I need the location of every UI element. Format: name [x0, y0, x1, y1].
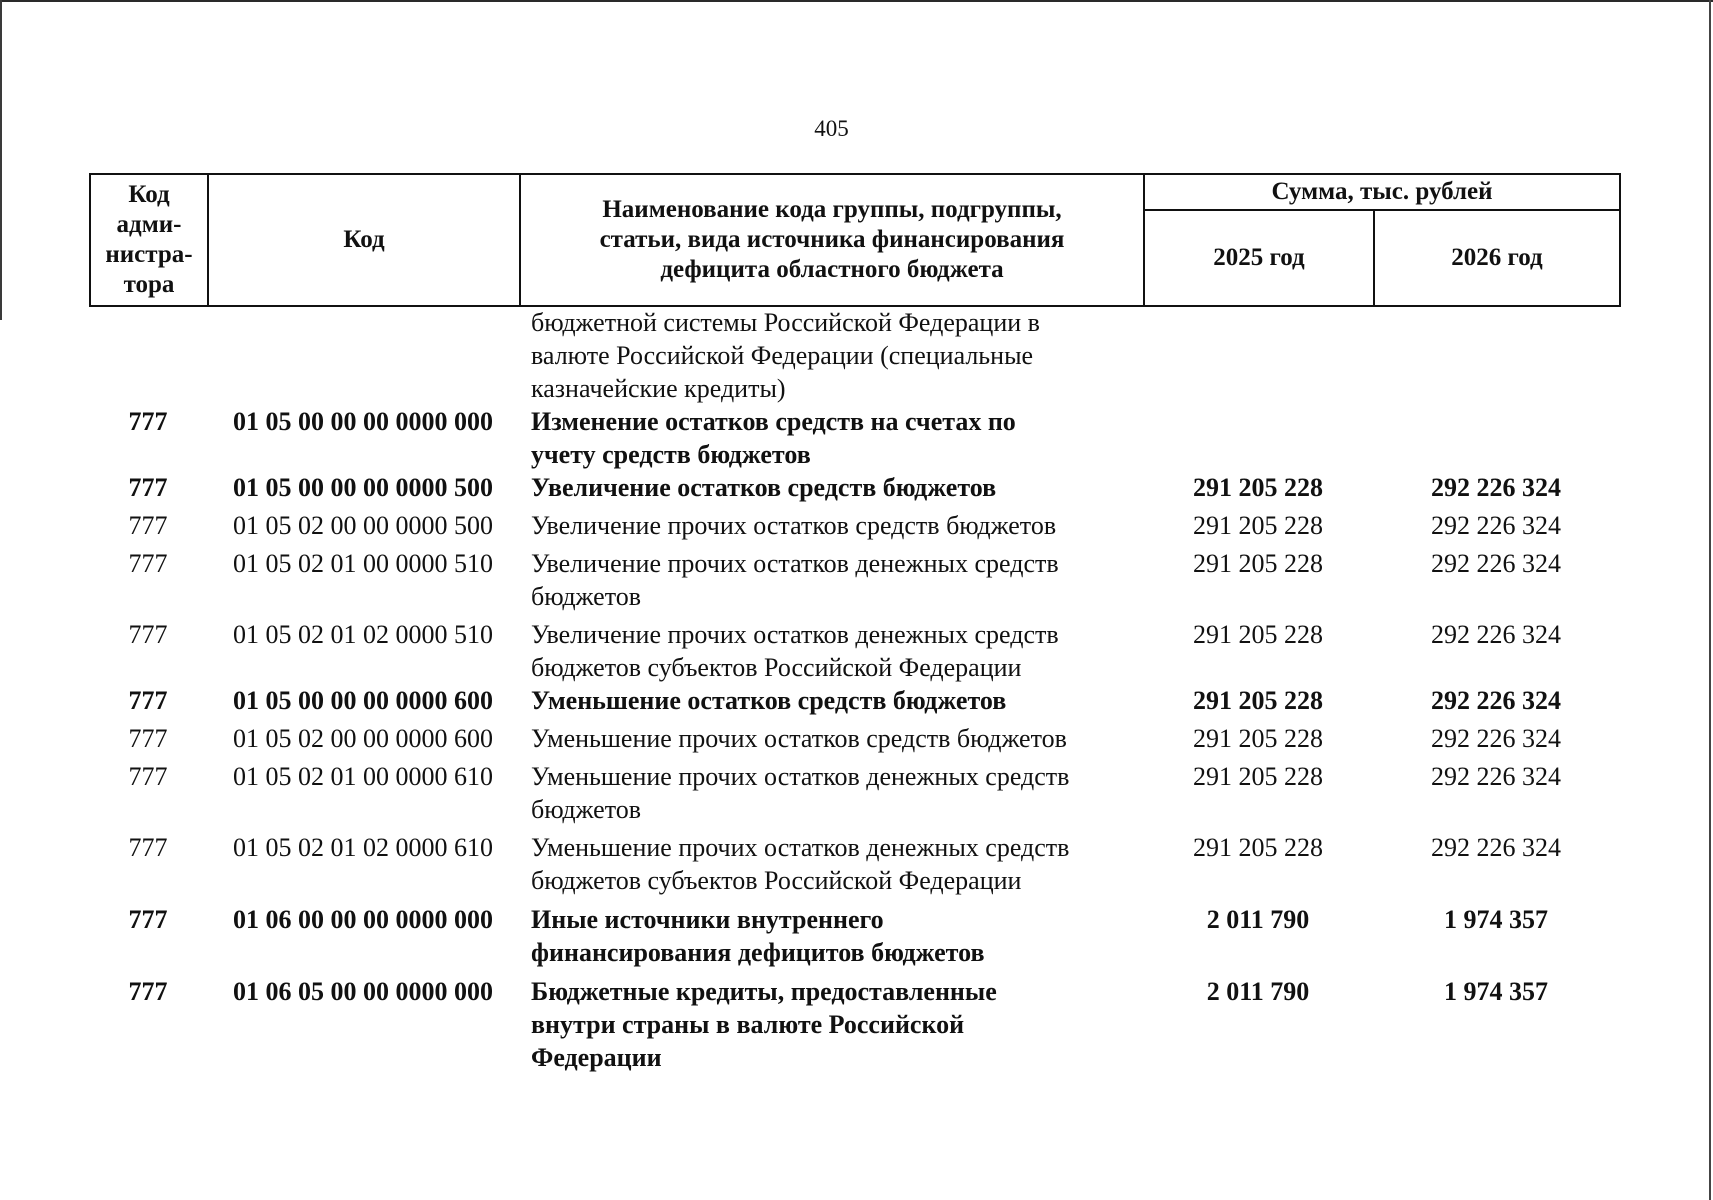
cell-code: 01 05 02 01 00 0000 510: [233, 549, 493, 578]
table-row: [89, 618, 1619, 684]
cell-name: Уменьшение прочих остатков денежных средств бюджетов субъектов Российской Федерации: [531, 833, 1070, 895]
cell-2025: 2 011 790: [1206, 905, 1310, 934]
cell-admin-code: 777: [128, 905, 168, 934]
scan-edge-top: [0, 0, 1713, 2]
table-row: [89, 903, 1619, 969]
cell-2026: 292 226 324: [1431, 833, 1561, 862]
cell-admin-code: 777: [128, 724, 168, 753]
cell-code: 01 05 00 00 00 0000 600: [233, 686, 493, 715]
table-row: [89, 684, 1619, 717]
cell-2025: 291 205 228: [1193, 620, 1323, 649]
table-row: [89, 831, 1619, 897]
continuation-line: валюте Российской Федерации (специальные: [531, 341, 1034, 370]
cell-2026: 1 974 357: [1444, 977, 1548, 1006]
scan-edge-right: [1709, 0, 1711, 1200]
cell-code: 01 06 00 00 00 0000 000: [233, 905, 493, 934]
cell-2026: [1373, 405, 1619, 471]
cell-name: Бюджетные кредиты, предоставленные внутри страны в валюте Российской Федерации: [531, 977, 997, 1072]
cell-2025: 291 205 228: [1193, 762, 1323, 791]
table-row-continuation: [89, 306, 1619, 405]
cell-name: Увеличение остатков средств бюджетов: [531, 473, 997, 502]
scan-edge-left: [0, 0, 2, 320]
cell-2026: 292 226 324: [1431, 549, 1561, 578]
cell-2026: 1 974 357: [1444, 905, 1548, 934]
cell-name: Увеличение прочих остатков денежных средств бюджетов субъектов Российской Федерации: [531, 620, 1059, 682]
header-name: Наименование кода группы, подгруппы, статьи, вида источника финансирования дефицита областного бюджета: [520, 174, 1144, 306]
cell-admin-code: 777: [128, 407, 168, 436]
cell-admin-code: 777: [128, 833, 168, 862]
cell-2025: 291 205 228: [1193, 833, 1323, 862]
cell-admin-code: 777: [128, 549, 168, 578]
cell-name: Увеличение прочих остатков денежных средств бюджетов: [531, 549, 1059, 611]
cell-code: 01 05 02 00 00 0000 600: [233, 724, 493, 753]
cell-code: 01 05 02 01 00 0000 610: [233, 762, 493, 791]
cell-name: Изменение остатков средств на счетах по учету средств бюджетов: [531, 407, 1016, 469]
cell-2025: 291 205 228: [1193, 473, 1323, 502]
table-body: [89, 306, 1619, 1074]
cell-2025: 291 205 228: [1193, 686, 1323, 715]
table-row: [89, 722, 1619, 755]
header-sum: Сумма, тыс. рублей: [1144, 174, 1620, 210]
cell-name: Уменьшение прочих остатков средств бюджетов: [531, 724, 1067, 753]
cell-2026: 292 226 324: [1431, 620, 1561, 649]
cell-admin-code: 777: [128, 511, 168, 540]
cell-2026: 292 226 324: [1431, 511, 1561, 540]
table-row: [89, 975, 1619, 1074]
cell-admin-code: 777: [128, 686, 168, 715]
continuation-line: бюджетной системы Российской Федерации в: [531, 308, 1040, 337]
page-number: 405: [814, 116, 849, 141]
header-code: Код: [208, 174, 520, 306]
table-row: [89, 760, 1619, 826]
cell-name: Увеличение прочих остатков средств бюджетов: [531, 511, 1057, 540]
cell-name: Иные источники внутреннего финансирования дефицитов бюджетов: [531, 905, 985, 967]
table-row: [89, 509, 1619, 542]
cell-2026: 292 226 324: [1431, 473, 1561, 502]
cell-2025: 291 205 228: [1193, 511, 1323, 540]
cell-code: 01 05 02 00 00 0000 500: [233, 511, 493, 540]
cell-admin-code: 777: [128, 620, 168, 649]
cell-code: 01 05 00 00 00 0000 500: [233, 473, 493, 502]
table-row: [89, 471, 1619, 504]
cell-admin-code: 777: [128, 473, 168, 502]
header-year-2025: 2025 год: [1144, 210, 1374, 306]
cell-2026: 292 226 324: [1431, 686, 1561, 715]
table-row: [89, 405, 1619, 471]
header-admin-code: Код адми- нистра- тора: [90, 174, 208, 306]
cell-2026: 292 226 324: [1431, 762, 1561, 791]
cell-2025: 291 205 228: [1193, 724, 1323, 753]
cell-admin-code: 777: [128, 762, 168, 791]
table-header: [89, 173, 1621, 307]
header-year-2026: 2026 год: [1374, 210, 1620, 306]
cell-name: Уменьшение прочих остатков денежных средств бюджетов: [531, 762, 1070, 824]
cell-2025: [1143, 405, 1373, 471]
cell-2025: 291 205 228: [1193, 549, 1323, 578]
continuation-line: казначейские кредиты): [531, 374, 786, 403]
cell-admin-code: 777: [128, 977, 168, 1006]
cell-code: 01 06 05 00 00 0000 000: [233, 977, 493, 1006]
cell-2025: 2 011 790: [1206, 977, 1310, 1006]
cell-code: 01 05 02 01 02 0000 510: [233, 620, 493, 649]
cell-code: 01 05 00 00 00 0000 000: [233, 407, 493, 436]
cell-name: Уменьшение остатков средств бюджетов: [531, 686, 1007, 715]
cell-2026: 292 226 324: [1431, 724, 1561, 753]
cell-code: 01 05 02 01 02 0000 610: [233, 833, 493, 862]
table-row: [89, 547, 1619, 613]
